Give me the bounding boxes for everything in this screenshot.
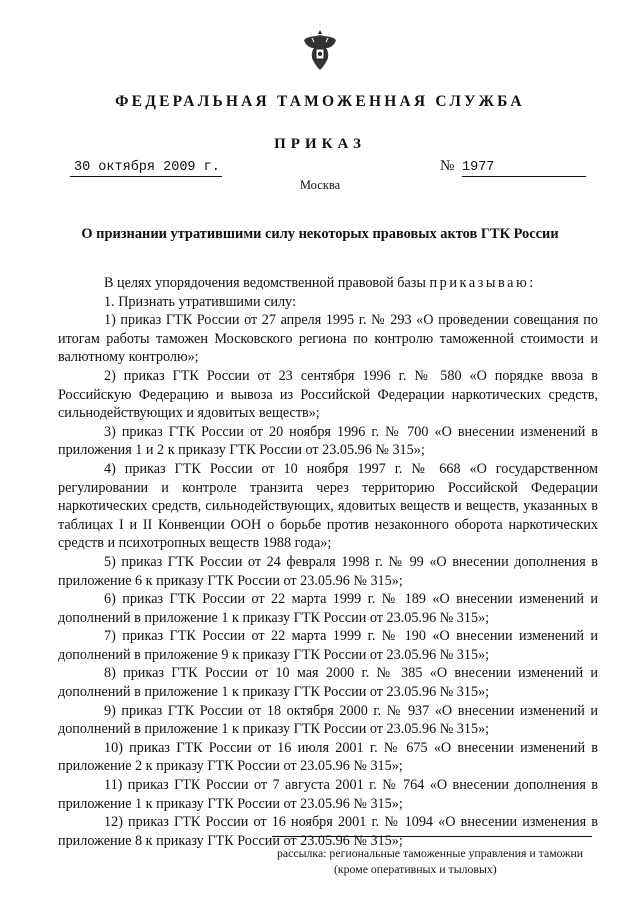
act-item: 5) приказ ГТК России от 24 февраля 1998 г. № 99 «О внесении дополнения в приложение 6 к приказу ГТК России от 23.05.96 № 315»; xyxy=(58,553,598,589)
act-item: 2) приказ ГТК России от 23 сентября 1996 г. № 580 «О порядке ввоза в Российскую Федерацию и вывоза из Российской Федерации наркотических средств, сильнодействующих и ядовитых веществ»; xyxy=(58,367,598,422)
act-item: 1) приказ ГТК России от 27 апреля 1995 г. № 293 «О проведении совещания по итогам работы таможен Московского региона по контролю таможенной стоимости и валютному контролю»; xyxy=(58,312,598,366)
act-item: 4) приказ ГТК России от 10 ноября 1997 г. № 668 «О государственном регулировании и контроле транзита через территорию Российской Федерации наркотических средств, сильнодействующих, ядовитых веществ и веществ, указанных в таблицах I и II Конвенции ООН о борьбе против незаконного оборота наркотических средств и психотропных веществ 1988 года»; xyxy=(58,460,598,552)
agency-name: ФЕДЕРАЛЬНАЯ ТАМОЖЕННАЯ СЛУЖБА xyxy=(115,93,525,110)
order-number-label: № xyxy=(440,158,455,174)
document-type-title: ПРИКАЗ xyxy=(274,136,366,152)
intro-paragraph xyxy=(58,274,598,293)
act-item: 3) приказ ГТК России от 20 ноября 1996 г. № 700 «О внесении изменений в приложения 1 и 2 к приказу ГТК России от 23.05.96 № 315»; xyxy=(58,423,598,459)
issue-place: Москва xyxy=(299,178,341,192)
act-item: 11) приказ ГТК России от 7 августа 2001 г. № 764 «О внесении дополнения в приложение 1 к приказу ГТК России от 23.05.96 № 315»; xyxy=(58,777,598,812)
act-item: 7) приказ ГТК России от 22 марта 1999 г. № 190 «О внесении изменений и дополнений в приложение 9 к приказу ГТК России от 23.05.96 № 315»; xyxy=(58,628,598,663)
order-subject: О признании утратившими силу некоторых правовых актов ГТК России xyxy=(81,226,559,242)
order-body xyxy=(58,274,598,850)
item-1-heading: 1. Признать утратившими силу: xyxy=(104,293,296,310)
distribution-divider xyxy=(272,836,592,837)
intro-order-word: приказываю: xyxy=(429,275,536,291)
order-number: 1977 xyxy=(462,160,586,177)
act-item: 6) приказ ГТК России от 22 марта 1999 г. № 189 «О внесении изменений и дополнений в приложение 1 к приказу ГТК России от 23.05.96 № 315»; xyxy=(58,591,598,626)
act-item: 8) приказ ГТК России от 10 мая 2000 г. № 385 «О внесении изменений и дополнений в приложение 1 к приказу ГТК России от 23.05.96 № 315»; xyxy=(58,665,598,701)
intro-text: В целях упорядочения ведомственной правовой базы xyxy=(104,275,430,291)
coat-of-arms-emblem xyxy=(302,28,338,72)
act-item: 9) приказ ГТК России от 18 октября 2000 г. № 937 «О внесении изменений и дополнений в приложение 1 к приказу ГТК России от 23.05.96 № 315»; xyxy=(58,702,598,738)
act-item: 12) приказ ГТК России от 16 ноября 2001 г. № 1094 «О внесении изменения в приложение 8 к приказу ГТК России от 23.05.96 № 315»; xyxy=(58,814,598,849)
distribution-exceptions: (кроме оперативных и тыловых) xyxy=(334,862,497,876)
distribution-list: рассылка: региональные таможенные управления и таможни xyxy=(277,846,584,860)
order-date: 30 октября 2009 г. xyxy=(70,160,222,177)
act-item: 10) приказ ГТК России от 16 июля 2001 г. № 675 «О внесении изменений в приложение 2 к приказу ГТК России от 23.05.96 № 315»; xyxy=(58,739,598,775)
